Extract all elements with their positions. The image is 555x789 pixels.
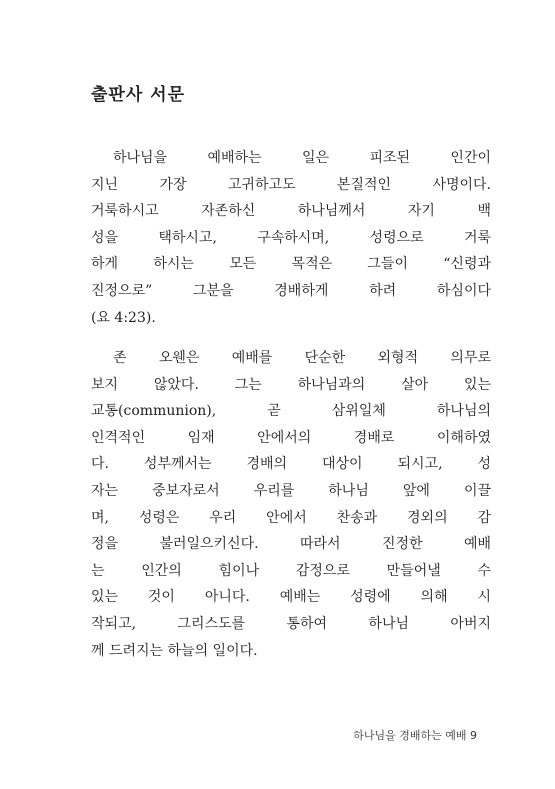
text-line: 진정으로” 그분을 경배하게 하려 하심이다 [91,282,491,299]
text-line: 하게 하시는 모든 목적은 그들이 “신령과 [91,256,491,273]
text-line: 다. 성부께서는 경배의 대상이 되시고, 성 [91,456,491,473]
text-line: 교통(communion), 곧 삼위일체 하나님의 [91,403,491,420]
text-line: 는 인간의 힘이나 감정으로 만들어낼 수 [91,562,491,579]
text-line: 인격적인 임재 안에서의 경배로 이해하였 [91,429,491,446]
page-title: 출판사 서문 [91,85,186,105]
text-line: 정을 불러일으키신다. 따라서 진정한 예배 [91,536,491,553]
text-line: 께 드려지는 하늘의 일이다. [91,642,258,659]
text-line: 존 오웬은 예배를 단순한 외형적 의무로 [113,350,491,366]
paragraph-1 [91,145,491,331]
text-line: 지닌 가장 고귀하고도 본질적인 사명이다. [91,176,491,193]
text-line: 하나님을 예배하는 일은 피조된 인간이 [113,150,491,166]
text-line: (요 4:23). [91,309,156,326]
text-line: 작되고, 그리스도를 통하여 하나님 아버지 [91,615,491,632]
running-footer: 하나님을 경배하는 예배 9 [353,729,477,742]
text-line: 성을 택하시고, 구속하시며, 성령으로 거룩 [91,229,491,246]
text-line: 거룩하시고 자존하신 하나님께서 자기 백 [91,203,491,220]
text-line: 자는 중보자로서 우리를 하나님 앞에 이끌 [91,482,491,499]
text-line: 보지 않았다. 그는 하나님과의 살아 있는 [91,376,491,393]
paragraph-2 [91,345,491,664]
text-line: 며, 성령은 우리 안에서 찬송과 경외의 감 [91,509,491,526]
text-line: 있는 것이 아니다. 예배는 성령에 의해 시 [91,589,491,606]
